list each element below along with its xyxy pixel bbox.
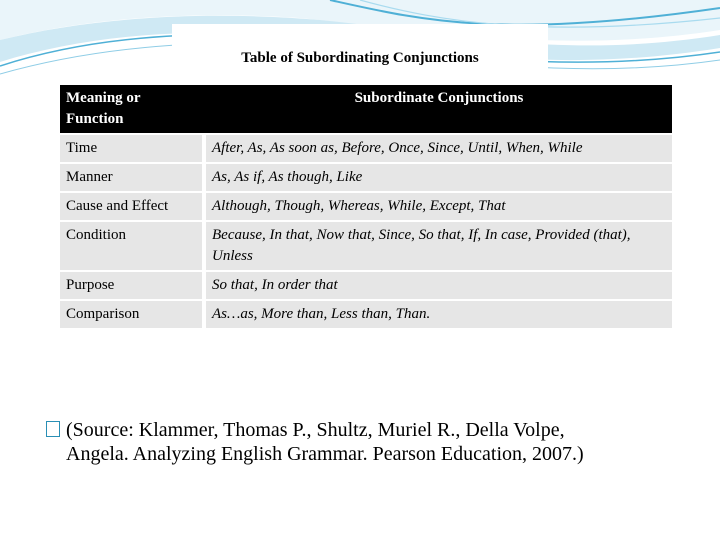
row-conjunctions: Although, Though, Whereas, While, Except, That [206,193,672,220]
row-function: Manner [60,164,206,191]
row-conjunctions: After, As, As soon as, Before, Once, Since, Until, When, While [206,135,672,162]
conjunctions-table [60,83,672,330]
source-line-1: (Source: Klammer, Thomas P., Shultz, Muriel R., Della Volpe, [66,419,565,441]
table-row [60,272,672,299]
bullet-icon [46,421,60,437]
table-row [60,301,672,328]
table-row [60,193,672,220]
page-title: Table of Subordinating Conjunctions [241,50,479,66]
source-line-2: Angela. Analyzing English Grammar. Pearson Education, 2007.) [66,443,584,465]
row-conjunctions: As…as, More than, Less than, Than. [206,301,672,328]
row-conjunctions: Because, In that, Now that, Since, So that, If, In case, Provided (that), Unless [206,222,672,270]
row-conjunctions: So that, In order that [206,272,672,299]
table-row [60,164,672,191]
header-meaning-function: Meaning or Function [60,85,206,133]
row-conjunctions: As, As if, As though, Like [206,164,672,191]
table-header-row [60,85,672,133]
row-function: Condition [60,222,206,270]
row-function: Purpose [60,272,206,299]
header-subordinate-conjunctions: Subordinate Conjunctions [206,85,672,133]
row-function: Time [60,135,206,162]
table-row [60,222,672,270]
source-citation [46,418,686,466]
table-row [60,135,672,162]
row-function: Comparison [60,301,206,328]
row-function: Cause and Effect [60,193,206,220]
